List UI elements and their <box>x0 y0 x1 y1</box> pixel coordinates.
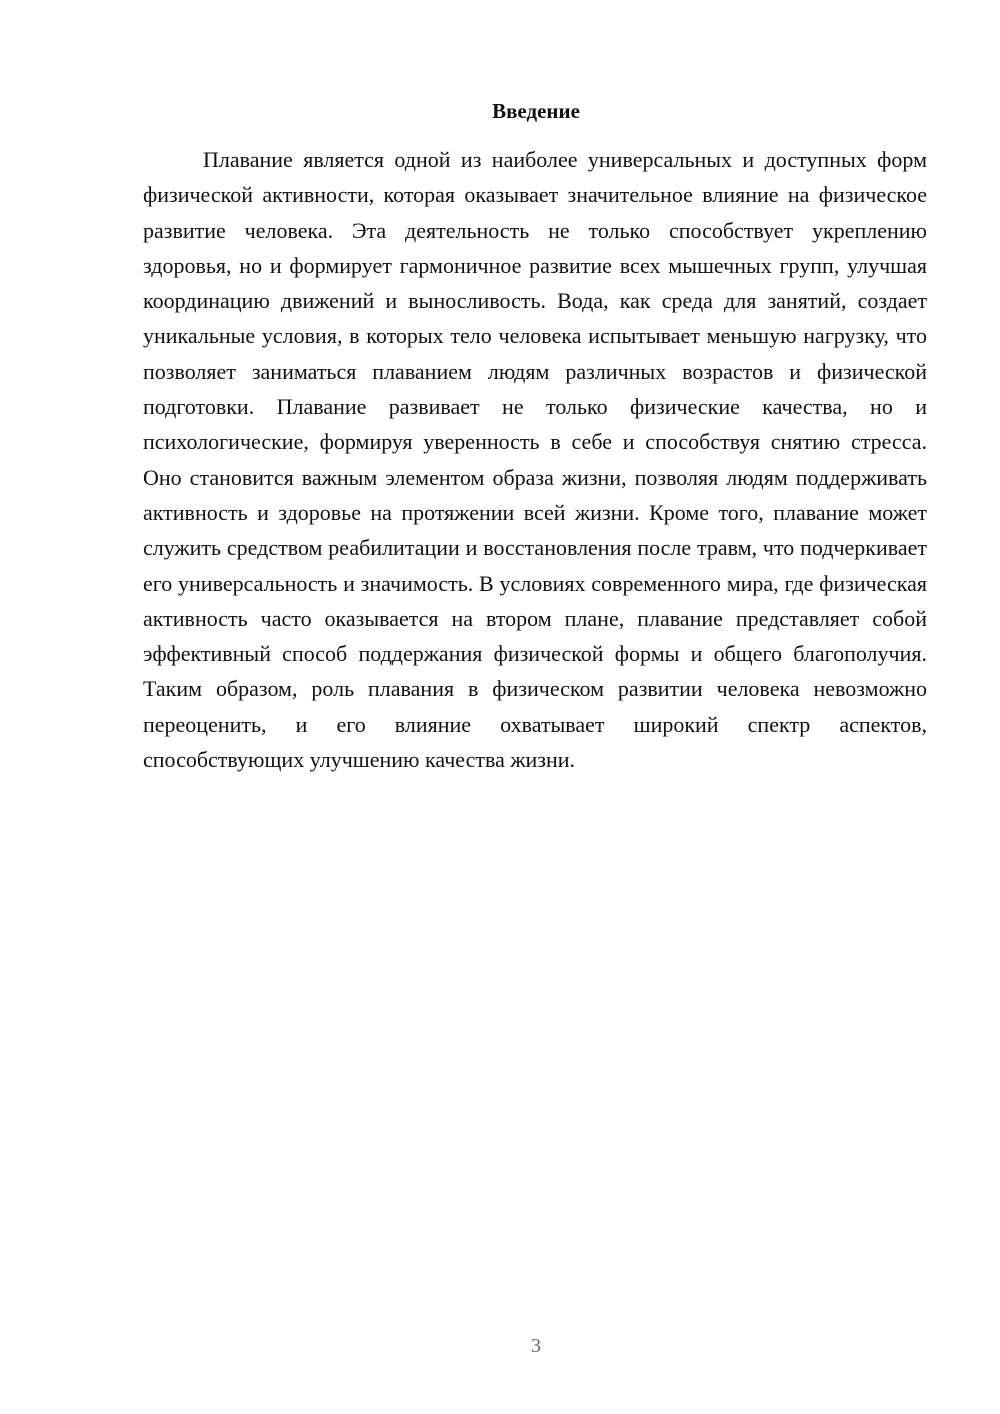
section-heading: Введение <box>492 99 580 123</box>
page-number: 3 <box>531 1335 541 1357</box>
body-paragraph: Плавание является одной из наиболее универсальных и доступных форм физической активности, которая оказывает значительное влияние на физическое развитие человека. Эта деятельность не только способствует укреплению здоровья, но и формирует гармоничное развитие всех мышечных групп, улучшая координацию движений и выносливость. Вода, как среда для занятий, создает уникальные условия, в которых тело человека испытывает меньшую нагрузку, что позволяет заниматься плаванием людям различных возрастов и физической подготовки. Плавание развивает не только физические качества, но и психологические, формируя уверенность в себе и способствуя снятию стресса. Оно становится важным элементом образа жизни, позволяя людям поддерживать активность и здоровье на протяжении всей жизни. Кроме того, плавание может служить средством реабилитации и восстановления после травм, что подчеркивает его универсальность и значимость. В условиях современного мира, где физическая активность часто оказывается на втором плане, плавание представляет собой эффективный способ поддержания физической формы и общего благополучия. Таким образом, роль плавания в физическом развитии человека невозможно переоценить, и его влияние охватывает широкий спектр аспектов, способствующих улучшению качества жизни. <box>143 147 927 773</box>
